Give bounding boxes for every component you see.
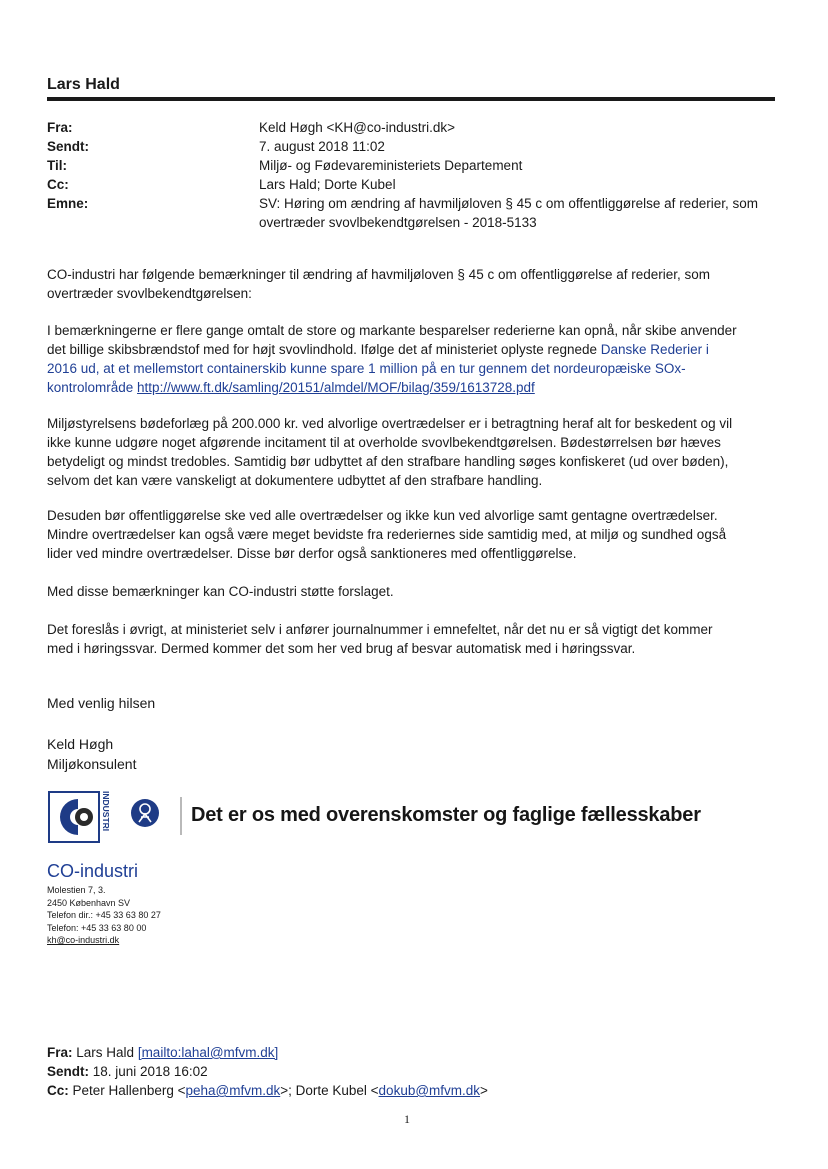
header-subject [47, 194, 758, 230]
p2-line-2: det billige skibsbrændstof med for højt svovlindhold. Ifølge det af ministeriet oplyste regnede Danske Rederier i [47, 342, 709, 357]
forward-sent: Sendt: 18. juni 2018 16:02 [47, 1064, 208, 1079]
signer-name: Keld Høgh [47, 736, 114, 752]
paragraph-6 [47, 620, 777, 658]
forward-from: Fra: Lars Hald [mailto:lahal@mfvm.dk] [47, 1045, 279, 1060]
header-sent-value: 7. august 2018 11:02 [259, 139, 385, 154]
p1-line-1: CO-industri har følgende bemærkninger til ændring af havmiljøloven § 45 c om offentliggørelse af rederier, som [47, 267, 711, 282]
phone-direct: Telefon dir.: +45 33 63 80 27 [47, 910, 161, 920]
p3-line-1: Miljøstyrelsens bødeforlæg på 200.000 kr. ved alvorlige overtrædelser er i betragtning heraf alt for beskedent og vil [47, 416, 733, 431]
forward-cc: Cc: Peter Hallenberg <peha@mfvm.dk>; Dorte Kubel <dokub@mfvm.dk> [47, 1083, 488, 1098]
p3-line-2: ikke kunne udgøre noget afgørende incitament til at overholde svovlbekendtgørelsen. Bødestørrelsen bør hæves [47, 435, 721, 450]
paragraph-5: Med disse bemærkninger kan CO-industri støtte forslaget. [47, 584, 394, 599]
p6-line-2: med i høringssvar. Dermed kommer det som her ved brug af besvar automatisk med i høringssvar. [47, 641, 636, 656]
header-from [47, 118, 456, 137]
address-line-1: Molestien 7, 3. [47, 885, 106, 895]
header-sent-label: Sendt: [47, 139, 89, 154]
header-to-label: Til: [47, 158, 67, 173]
header-cc [47, 175, 396, 194]
p1-line-2: overtræder svovlbekendtgørelsen: [47, 286, 252, 301]
subject-line-2: overtræder svovlbekendtgørelsen - 2018-5133 [259, 215, 537, 230]
signature-email-link[interactable]: kh@co-industri.dk [47, 935, 120, 945]
paragraph-2 [47, 321, 777, 397]
p4-line-1: Desuden bør offentliggørelse ske ved alle overtrædelser og ikke kun ved alvorlige samt gentagne overtrædelser. [47, 508, 718, 523]
address-line-2: 2450 København SV [47, 898, 131, 908]
header-cc-value: Lars Hald; Dorte Kubel [259, 177, 396, 192]
signer-title: Miljøkonsulent [47, 756, 137, 772]
slogan-divider [180, 797, 182, 835]
phone-main: Telefon: +45 33 63 80 00 [47, 923, 147, 933]
ft-dk-link[interactable]: http://www.ft.dk/samling/20151/almdel/MOF/bilag/359/1613728.pdf [137, 380, 535, 395]
p3-line-3: betydeligt og mindst tredobles. Samtidig bør udbyttet af den strafbare handling søges konfiskeret (ud over bøden), [47, 454, 729, 469]
p2-line-1: I bemærkningerne er flere gange omtalt de store og markante besparelser rederierne kan opnå, når skibe anvender [47, 323, 737, 338]
slogan: Det er os med overenskomster og faglige fællesskaber [191, 804, 701, 826]
paragraph-3 [47, 414, 777, 490]
mailto-lahal-link[interactable]: [mailto:lahal@mfvm.dk] [137, 1045, 279, 1060]
header-cc-label: Cc: [47, 177, 69, 192]
p2-line-4: kontrolområde http://www.ft.dk/samling/20151/almdel/MOF/bilag/359/1613728.pdf [47, 380, 535, 395]
paragraph-1 [47, 265, 777, 303]
subject-line-1: SV: Høring om ændring af havmiljøloven § 45 c om offentliggørelse af rederier, som [259, 196, 758, 211]
p3-line-4: selvom det kan være vanskeligt at dokumentere udbyttet af den strafbare handling. [47, 473, 543, 488]
dokub-email-link[interactable]: dokub@mfvm.dk [378, 1083, 481, 1098]
p6-line-1: Det foreslås i øvrigt, at ministeriet selv i anfører journalnummer i emnefeltet, når det nu er så vigtigt det kommer [47, 622, 713, 637]
header-rule [47, 97, 775, 101]
company-name: CO-industri [47, 861, 139, 881]
header-to-value: Miljø- og Fødevareministeriets Departement [259, 158, 523, 173]
paragraph-4 [47, 506, 777, 563]
header-from-label: Fra: [47, 120, 73, 135]
header-sent [47, 137, 385, 156]
header-subject-label: Emne: [47, 196, 89, 211]
p4-line-3: lider ved mindre overtrædelser. Disse bør derfor også sanktioneres med offentliggørelse. [47, 546, 577, 561]
union-emblem-icon [130, 798, 160, 828]
danske-rederier-text: Danske Rederier i [600, 342, 709, 357]
greeting: Med venlig hilsen [47, 695, 156, 711]
owner-name: Lars Hald [47, 76, 120, 93]
peha-email-link[interactable]: peha@mfvm.dk [185, 1083, 281, 1098]
header-from-value: Keld Høgh <KH@co-industri.dk> [259, 120, 456, 135]
svg-text:INDUSTRI: INDUSTRI [101, 791, 111, 832]
header-subject-value [259, 194, 779, 232]
co-industri-logo [48, 791, 100, 843]
p2-line-3: 2016 ud, at et mellemstort containerskib kunne spare 1 million på en tur gennem det nordeuropæiske SOx- [47, 361, 686, 376]
page-number: 1 [404, 1112, 410, 1126]
p4-line-2: Mindre overtrædelser kan også være meget bevidste fra rederiernes side samtidig med, at miljø og sundhed også [47, 527, 727, 542]
header-to [47, 156, 523, 175]
industri-vertical-text [101, 789, 112, 845]
